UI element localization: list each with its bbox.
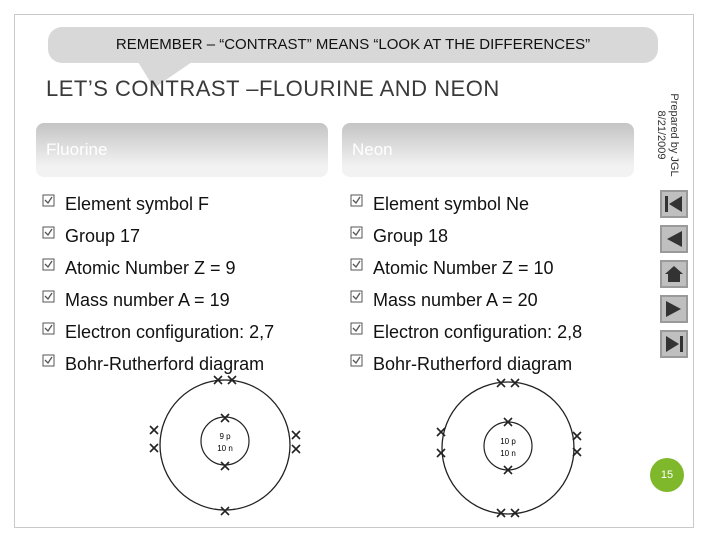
list-item: Mass number A = 19: [42, 288, 274, 320]
list-item: Group 17: [42, 224, 274, 256]
list-item: Mass number A = 20: [350, 288, 582, 320]
electron: [292, 431, 300, 439]
last-slide-icon: [662, 332, 686, 356]
electron: [221, 507, 229, 515]
slide-title: LET’S CONTRAST –FLOURINE AND NEON: [46, 76, 500, 101]
electron: [221, 462, 229, 470]
side-note-date: 8/21/2009: [655, 110, 667, 160]
home-icon: [662, 262, 686, 286]
electron: [437, 449, 445, 457]
neon-neutrons: 10 n: [500, 449, 516, 458]
list-item: Atomic Number Z = 10: [350, 256, 582, 288]
first-slide-button[interactable]: [660, 190, 688, 218]
page-number: 15: [650, 458, 684, 492]
reminder-text: REMEMBER – “CONTRAST” MEANS “LOOK AT THE DIFFERENCES”: [115, 36, 591, 53]
last-slide-button[interactable]: [660, 330, 688, 358]
electron: [150, 444, 158, 452]
fluorine-neutrons: 10 n: [217, 444, 233, 453]
fluorine-bohr-diagram: [150, 376, 300, 515]
list-item: Bohr-Rutherford diagram: [350, 352, 582, 384]
home-button[interactable]: [660, 260, 688, 288]
neon-protons: 10 p: [500, 437, 516, 446]
list-item: Atomic Number Z = 9: [42, 256, 274, 288]
fluorine-protons: 9 p: [219, 432, 231, 441]
electron: [573, 432, 581, 440]
list-item: Electron configuration: 2,7: [42, 320, 274, 352]
electron: [221, 414, 229, 422]
neon-inner-shell: [484, 422, 532, 470]
fluorine-inner-shell: [201, 417, 249, 465]
list-item: Group 18: [350, 224, 582, 256]
fluorine-heading: Fluorine: [46, 140, 108, 159]
next-icon: [662, 297, 686, 321]
electron: [292, 445, 300, 453]
list-item: Element symbol F: [42, 192, 274, 224]
list-item: Electron configuration: 2,8: [350, 320, 582, 352]
previous-icon: [662, 227, 686, 251]
neon-outer-shell: [442, 382, 574, 514]
list-item: Bohr-Rutherford diagram: [42, 352, 274, 384]
neon-bohr-diagram: [437, 379, 581, 517]
side-note-author: Prepared by JGL: [668, 93, 680, 177]
first-slide-icon: [662, 192, 686, 216]
previous-slide-button[interactable]: [660, 225, 688, 253]
electron: [150, 426, 158, 434]
next-slide-button[interactable]: [660, 295, 688, 323]
list-item: Element symbol Ne: [350, 192, 582, 224]
neon-heading: Neon: [352, 140, 393, 159]
